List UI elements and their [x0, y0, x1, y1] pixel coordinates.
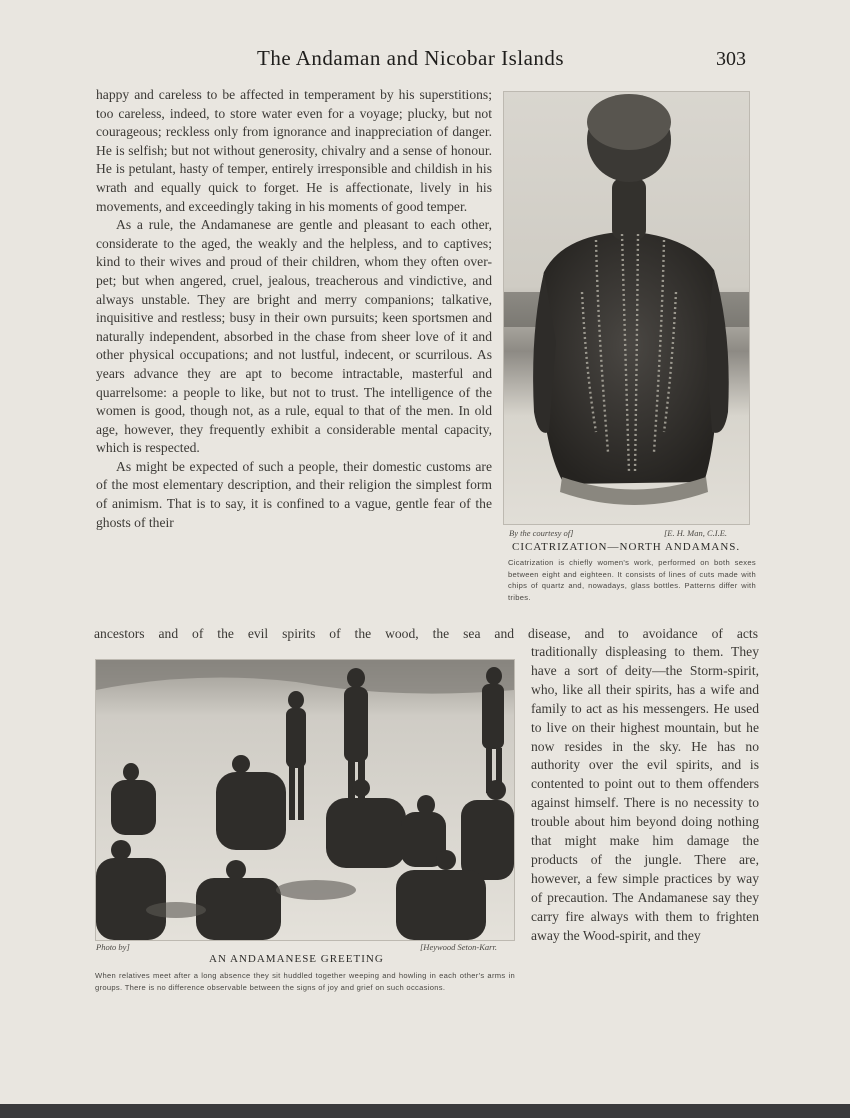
right-column-text: traditionally displeasing to them. They have a sort of deity—the Storm-spirit, who, like all their spirits, has a wife and family to act as his messengers. He used to live on their highest mountain, but he now resides in the sky. He has no authority over the evil spirits, and is contented to point out to them offenders against himself. There is no necessity to trouble about him beyond doing nothing that might make him damage the products of the jungle. There are, however, a few simple practices by way of precaution. The Andamanese say they carry fire always with them to frighten away the Wood-spirit, and they [531, 644, 759, 943]
bottom-figure-caption: When relatives meet after a long absence they sit huddled together weeping and howling in each other's arms in groups. There is no difference observable between the signs of joy and grief on such occasions. [95, 971, 515, 992]
top-photo-credit-right: [E. H. Man, C.I.E. [664, 528, 728, 538]
bottom-figure-title: AN ANDAMANESE GREETING [209, 953, 384, 965]
top-photo-credit-left: By the courtesy of] [509, 528, 574, 538]
bottom-edge-band [0, 1104, 850, 1118]
paragraph-3: As might be expected of such a people, their domestic customs are of the most elementary description, and their religion the simplest form of animism. That is to say, it is confined to a vague, gentle fear of the ghosts of their [96, 458, 492, 530]
andamanese-greeting-photo [95, 659, 515, 941]
cicatrization-photo [503, 91, 750, 525]
page-number: 303 [716, 48, 746, 70]
paragraph-2: As a rule, the Andamanese are gentle and pleasant to each other, considerate to the aged, the weakly and the helpless, and to captives; kind to their wives and proud of their children, whom they often over-pet; but when angered, cruel, jealous, treacherous and vindictive, and always unstable. They are bright and merry companions; talkative, inquisitive and restless; busy in their own pursuits; keen sportsmen and naturally independent, absorbed in the chase from sheer love of it and other physical occupations; and not lustful, indecent, or scurrilous. As years advance they are apt to become intractable, masterful and quarrelsome: a people to like, but not to trust. The intelligence of the women is good, though not, as a rule, equal to that of the men. In old age, however, they frequently exhibit a considerable mental capacity, which is respected. [96, 217, 492, 456]
running-header-title: The Andaman and Nicobar Islands [257, 46, 565, 70]
top-figure-title: CICATRIZATION—NORTH ANDAMANS. [512, 541, 741, 553]
bottom-photo-credit-left: Photo by] [96, 942, 130, 952]
greeting-photo-graphic [96, 660, 514, 940]
cicatrization-photo-graphic [504, 92, 749, 524]
top-figure-caption: Cicatrization is chiefly women's work, performed on both sexes between eight and eighteen. It consists of lines of cuts made with chips of quartz and, nowadays, glass bottles. Patterns differ with tribes. [508, 558, 756, 602]
left-column-text [96, 86, 492, 532]
full-width-text-line: ancestors and of the evil spirits of the wood, the sea and disease, and to avoidance of acts [94, 626, 758, 641]
paragraph-1: happy and careless to be affected in temperament by his superstitions; too careless, indeed, to store water even for a voyage; plucky, but not courageous; reckless only from ignorance and inappreciation of danger. He is selfish; but not without generosity, chivalry and a sense of honour. He is petulant, hasty of temper, entirely irresponsible and childish in his wrath and equally quick to forget. He is affectionate, lively in his movements, and exceedingly taking in his moments of good temper. [96, 87, 492, 214]
bottom-photo-credit-right: [Heywood Seton-Karr. [420, 942, 497, 952]
